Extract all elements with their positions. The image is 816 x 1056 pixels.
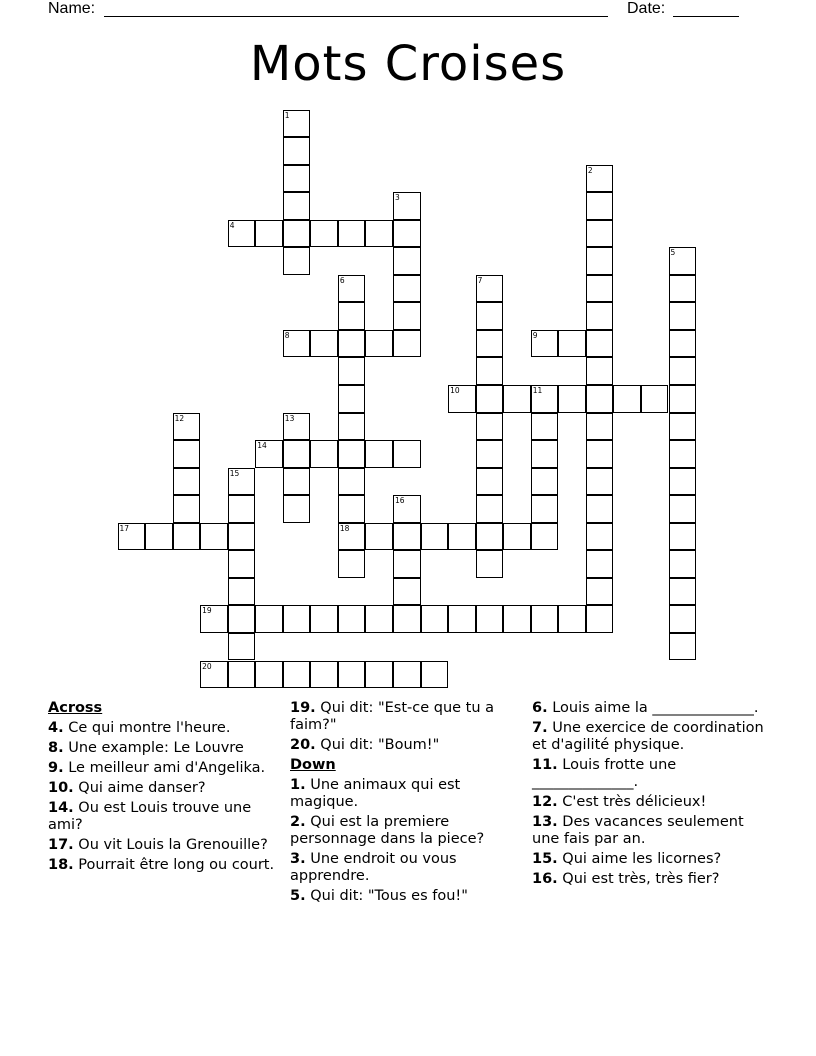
clue-number-label: 2 [587,165,593,175]
clue-number: 10. [48,780,74,796]
crossword-cell[interactable] [118,523,146,551]
crossword-cell[interactable] [641,385,669,413]
crossword-cell[interactable] [228,495,256,523]
clue-across-14 [48,800,280,834]
clue-text: Des vacances seulement une fais par an. [532,814,744,847]
clue-down-13 [532,814,768,848]
clue-down-15 [532,851,768,868]
crossword-cell[interactable] [393,330,421,358]
crossword-cell[interactable] [586,523,614,551]
clue-number: 15. [532,851,558,867]
crossword-cell[interactable] [531,523,559,551]
clue-number: 6. [532,700,548,716]
crossword-cell[interactable] [448,385,476,413]
crossword-cell[interactable] [283,495,311,523]
clue-text: C'est très délicieux! [562,794,707,810]
clue-number: 4. [48,720,64,736]
clue-number-label: 20 [202,661,212,671]
crossword-cell[interactable] [145,523,173,551]
crossword-cell[interactable] [586,220,614,248]
crossword-cell[interactable] [283,413,311,441]
crossword-cell[interactable] [669,413,697,441]
crossword-cell[interactable] [586,192,614,220]
clue-number: 19. [290,700,316,716]
crossword-cell[interactable] [173,413,201,441]
clue-number-label: 3 [395,193,400,203]
crossword-cell[interactable] [586,385,614,413]
crossword-cell[interactable] [448,523,476,551]
crossword-cell[interactable] [669,440,697,468]
clue-down-16 [532,871,768,888]
clue-number: 11. [532,757,558,773]
date-label: Date: [627,0,666,17]
clue-number-label: 8 [284,330,290,340]
crossword-cell[interactable] [531,413,559,441]
crossword-cell[interactable] [476,302,504,330]
crossword-cell[interactable] [586,550,614,578]
crossword-cell[interactable] [255,605,283,633]
crossword-cell[interactable] [338,275,366,303]
crossword-cell[interactable] [476,413,504,441]
clue-text: Qui dit: "Boum!" [320,737,440,753]
crossword-cell[interactable] [283,192,311,220]
crossword-cell[interactable] [669,468,697,496]
crossword-cell[interactable] [283,440,311,468]
clue-text: Ou est Louis trouve une ami? [48,800,252,833]
clue-text: Une exercice de coordination et d'agilité physique. [532,720,764,753]
clue-number: 14. [48,800,74,816]
clue-across-19 [290,700,518,734]
crossword-cell[interactable] [393,220,421,248]
clue-number-label: 11 [532,386,543,395]
clue-across-18 [48,857,280,874]
crossword-cell[interactable] [558,385,586,413]
crossword-cell[interactable] [255,440,283,468]
crossword-cell[interactable] [669,385,697,413]
crossword-cell[interactable] [283,330,311,358]
crossword-cell[interactable] [228,633,256,661]
crossword-cell[interactable] [310,220,338,248]
crossword-cell[interactable] [255,220,283,248]
clue-across-10 [48,780,280,797]
crossword-cell[interactable] [669,247,697,275]
clue-number: 1. [290,777,306,793]
clue-number-label: 18 [339,523,350,533]
crossword-cell[interactable] [531,385,559,413]
crossword-cell[interactable] [586,357,614,385]
crossword-cell[interactable] [338,385,366,413]
clue-number-label: 7 [477,275,483,285]
clue-number-label: 9 [532,330,538,340]
crossword-cell[interactable] [531,330,559,358]
crossword-cell[interactable] [338,523,366,551]
crossword-cell[interactable] [365,605,393,633]
crossword-cell[interactable] [283,137,311,165]
crossword-cell[interactable] [558,330,586,358]
crossword-cell[interactable] [338,468,366,496]
crossword-cell[interactable] [586,302,614,330]
crossword-cell[interactable] [283,468,311,496]
clue-down-6 [532,700,768,717]
crossword-cell[interactable] [173,440,201,468]
crossword-cell[interactable] [393,578,421,606]
clue-down-5 [290,888,518,905]
crossword-cell[interactable] [283,220,311,248]
crossword-cell[interactable] [310,330,338,358]
clue-down-3 [290,851,518,885]
clue-number-label: 6 [339,275,345,285]
down-heading: Down [290,757,336,773]
crossword-cell[interactable] [448,605,476,633]
clue-text: Pourrait être long ou court. [78,857,275,873]
crossword-cell[interactable] [255,661,283,689]
crossword-cell[interactable] [476,385,504,413]
clue-number-label: 16 [395,496,405,506]
crossword-cell[interactable] [338,330,366,358]
crossword-cell[interactable] [669,550,697,578]
crossword-cell[interactable] [586,165,614,193]
crossword-cell[interactable] [228,661,256,689]
clue-across-17 [48,837,280,854]
crossword-cell[interactable] [200,661,228,689]
crossword-cell[interactable] [586,440,614,468]
clue-down-12 [532,794,768,811]
crossword-cell[interactable] [310,661,338,689]
crossword-cell[interactable] [476,357,504,385]
crossword-cell[interactable] [669,523,697,551]
crossword-cell[interactable] [476,440,504,468]
crossword-cell[interactable] [200,605,228,633]
clue-number: 13. [532,814,558,830]
crossword-cell[interactable] [503,605,531,633]
clue-number: 16. [532,871,558,887]
crossword-cell[interactable] [393,440,421,468]
crossword-cell[interactable] [669,357,697,385]
crossword-cell[interactable] [669,495,697,523]
clue-text: Qui dit: "Est-ce que tu a faim?" [290,700,495,733]
clue-number: 7. [532,720,548,736]
crossword-cell[interactable] [586,468,614,496]
crossword-cell[interactable] [338,357,366,385]
clue-number-label: 12 [174,413,185,423]
crossword-cell[interactable] [283,165,311,193]
crossword-cell[interactable] [586,578,614,606]
crossword-cell[interactable] [669,275,697,303]
clue-number: 9. [48,760,64,776]
crossword-cell[interactable] [365,330,393,358]
clue-number-label: 13 [284,413,295,423]
page-title: Mots Croises [249,36,567,92]
crossword-cell[interactable] [338,440,366,468]
crossword-cell[interactable] [393,302,421,330]
crossword-cell[interactable] [393,661,421,689]
clue-text: Qui est très, très fier? [562,871,720,887]
crossword-cell[interactable] [393,275,421,303]
crossword-cell[interactable] [669,330,697,358]
clue-number-label: 15 [229,468,240,478]
clue-text: Ou vit Louis la Grenouille? [78,837,268,853]
crossword-cell[interactable] [283,661,311,689]
crossword-cell[interactable] [338,495,366,523]
crossword-cell[interactable] [338,220,366,248]
crossword-cell[interactable] [338,661,366,689]
clue-number: 20. [290,737,316,753]
clue-across-20 [290,737,518,754]
clue-down-2 [290,814,518,848]
clues-column-3 [532,700,768,891]
crossword-cell[interactable] [558,605,586,633]
crossword-cell[interactable] [310,440,338,468]
clue-text: Qui est la premiere personnage dans la piece? [290,814,485,847]
clue-number: 8. [48,740,64,756]
clue-number: 18. [48,857,74,873]
clue-text: Louis frotte une ______________. [532,757,677,790]
clue-number-label: 14 [257,441,267,451]
crossword-cell[interactable] [531,495,559,523]
crossword-cell[interactable] [365,440,393,468]
crossword-cell[interactable] [586,275,614,303]
crossword-cell[interactable] [393,523,421,551]
clue-text: Qui aime les licornes? [562,851,722,867]
crossword-cell[interactable] [476,330,504,358]
clue-number-label: 4 [229,220,235,230]
crossword-cell[interactable] [228,605,256,633]
crossword-cell[interactable] [503,523,531,551]
crossword-cell[interactable] [476,495,504,523]
crossword-cell[interactable] [228,523,256,551]
crossword-cell[interactable] [531,605,559,633]
crossword-cell[interactable] [586,330,614,358]
clue-across-9 [48,760,280,777]
crossword-cell[interactable] [669,578,697,606]
clue-number-label: 19 [202,606,212,616]
clue-number-label: 1 [284,110,290,120]
crossword-cell[interactable] [421,661,449,689]
crossword-cell[interactable] [613,385,641,413]
crossword-cell[interactable] [476,468,504,496]
crossword-cell[interactable] [503,385,531,413]
clue-down-1 [290,777,518,811]
clues-column-2 [290,700,518,908]
clue-text: Une example: Le Louvre [68,740,244,756]
crossword-cell[interactable] [310,605,338,633]
crossword-cell[interactable] [200,523,228,551]
clue-number: 2. [290,814,306,830]
crossword-cell[interactable] [228,220,256,248]
clue-text: Qui aime danser? [78,780,206,796]
clue-number-label: 5 [670,248,676,258]
across-heading: Across [48,700,103,716]
crossword-cell[interactable] [173,523,201,551]
crossword-cell[interactable] [173,468,201,496]
clue-text: Le meilleur ami d'Angelika. [68,760,266,776]
crossword-cell[interactable] [669,605,697,633]
crossword-cell[interactable] [173,495,201,523]
clue-text: Qui dit: "Tous es fou!" [310,888,468,904]
clues-column-1 [48,700,280,877]
crossword-cell[interactable] [586,413,614,441]
clue-across-4 [48,720,280,737]
crossword-cell[interactable] [476,275,504,303]
clue-across-8 [48,740,280,757]
crossword-cell[interactable] [393,605,421,633]
crossword-cell[interactable] [476,523,504,551]
crossword-cell[interactable] [228,578,256,606]
crossword-cell[interactable] [531,468,559,496]
crossword-cell[interactable] [669,633,697,661]
crossword-cell[interactable] [586,605,614,633]
clue-number-label: 10 [450,386,460,395]
crossword-cell[interactable] [283,605,311,633]
crossword-cell[interactable] [393,550,421,578]
clue-text: Louis aime la ______________. [552,700,759,716]
clue-number: 5. [290,888,306,904]
crossword-cell[interactable] [365,220,393,248]
crossword-cell[interactable] [228,468,256,496]
crossword-cell[interactable] [421,523,449,551]
clue-text: Une endroit ou vous apprendre. [290,851,457,884]
crossword-cell[interactable] [531,440,559,468]
crossword-cell[interactable] [393,247,421,275]
crossword-cell[interactable] [338,605,366,633]
crossword-cell[interactable] [338,550,366,578]
crossword-cell[interactable] [476,550,504,578]
crossword-cell[interactable] [393,495,421,523]
crossword-cell[interactable] [421,605,449,633]
clue-number-label: 17 [119,523,130,533]
crossword-cell[interactable] [393,192,421,220]
crossword-cell[interactable] [338,302,366,330]
crossword-cell[interactable] [476,605,504,633]
crossword-cell[interactable] [365,661,393,689]
clue-number: 17. [48,837,74,853]
crossword-cell[interactable] [283,110,311,138]
crossword-cell[interactable] [586,495,614,523]
clue-number: 3. [290,851,306,867]
name-label: Name: [48,0,96,17]
clue-text: Une animaux qui est magique. [290,777,461,810]
crossword-cell[interactable] [586,247,614,275]
crossword-cell[interactable] [338,413,366,441]
clue-number: 12. [532,794,558,810]
clue-down-11 [532,757,768,791]
clue-down-7 [532,720,768,754]
crossword-cell[interactable] [365,523,393,551]
crossword-cell[interactable] [228,550,256,578]
crossword-cell[interactable] [669,302,697,330]
crossword-cell[interactable] [283,247,311,275]
clue-text: Ce qui montre l'heure. [68,720,231,736]
